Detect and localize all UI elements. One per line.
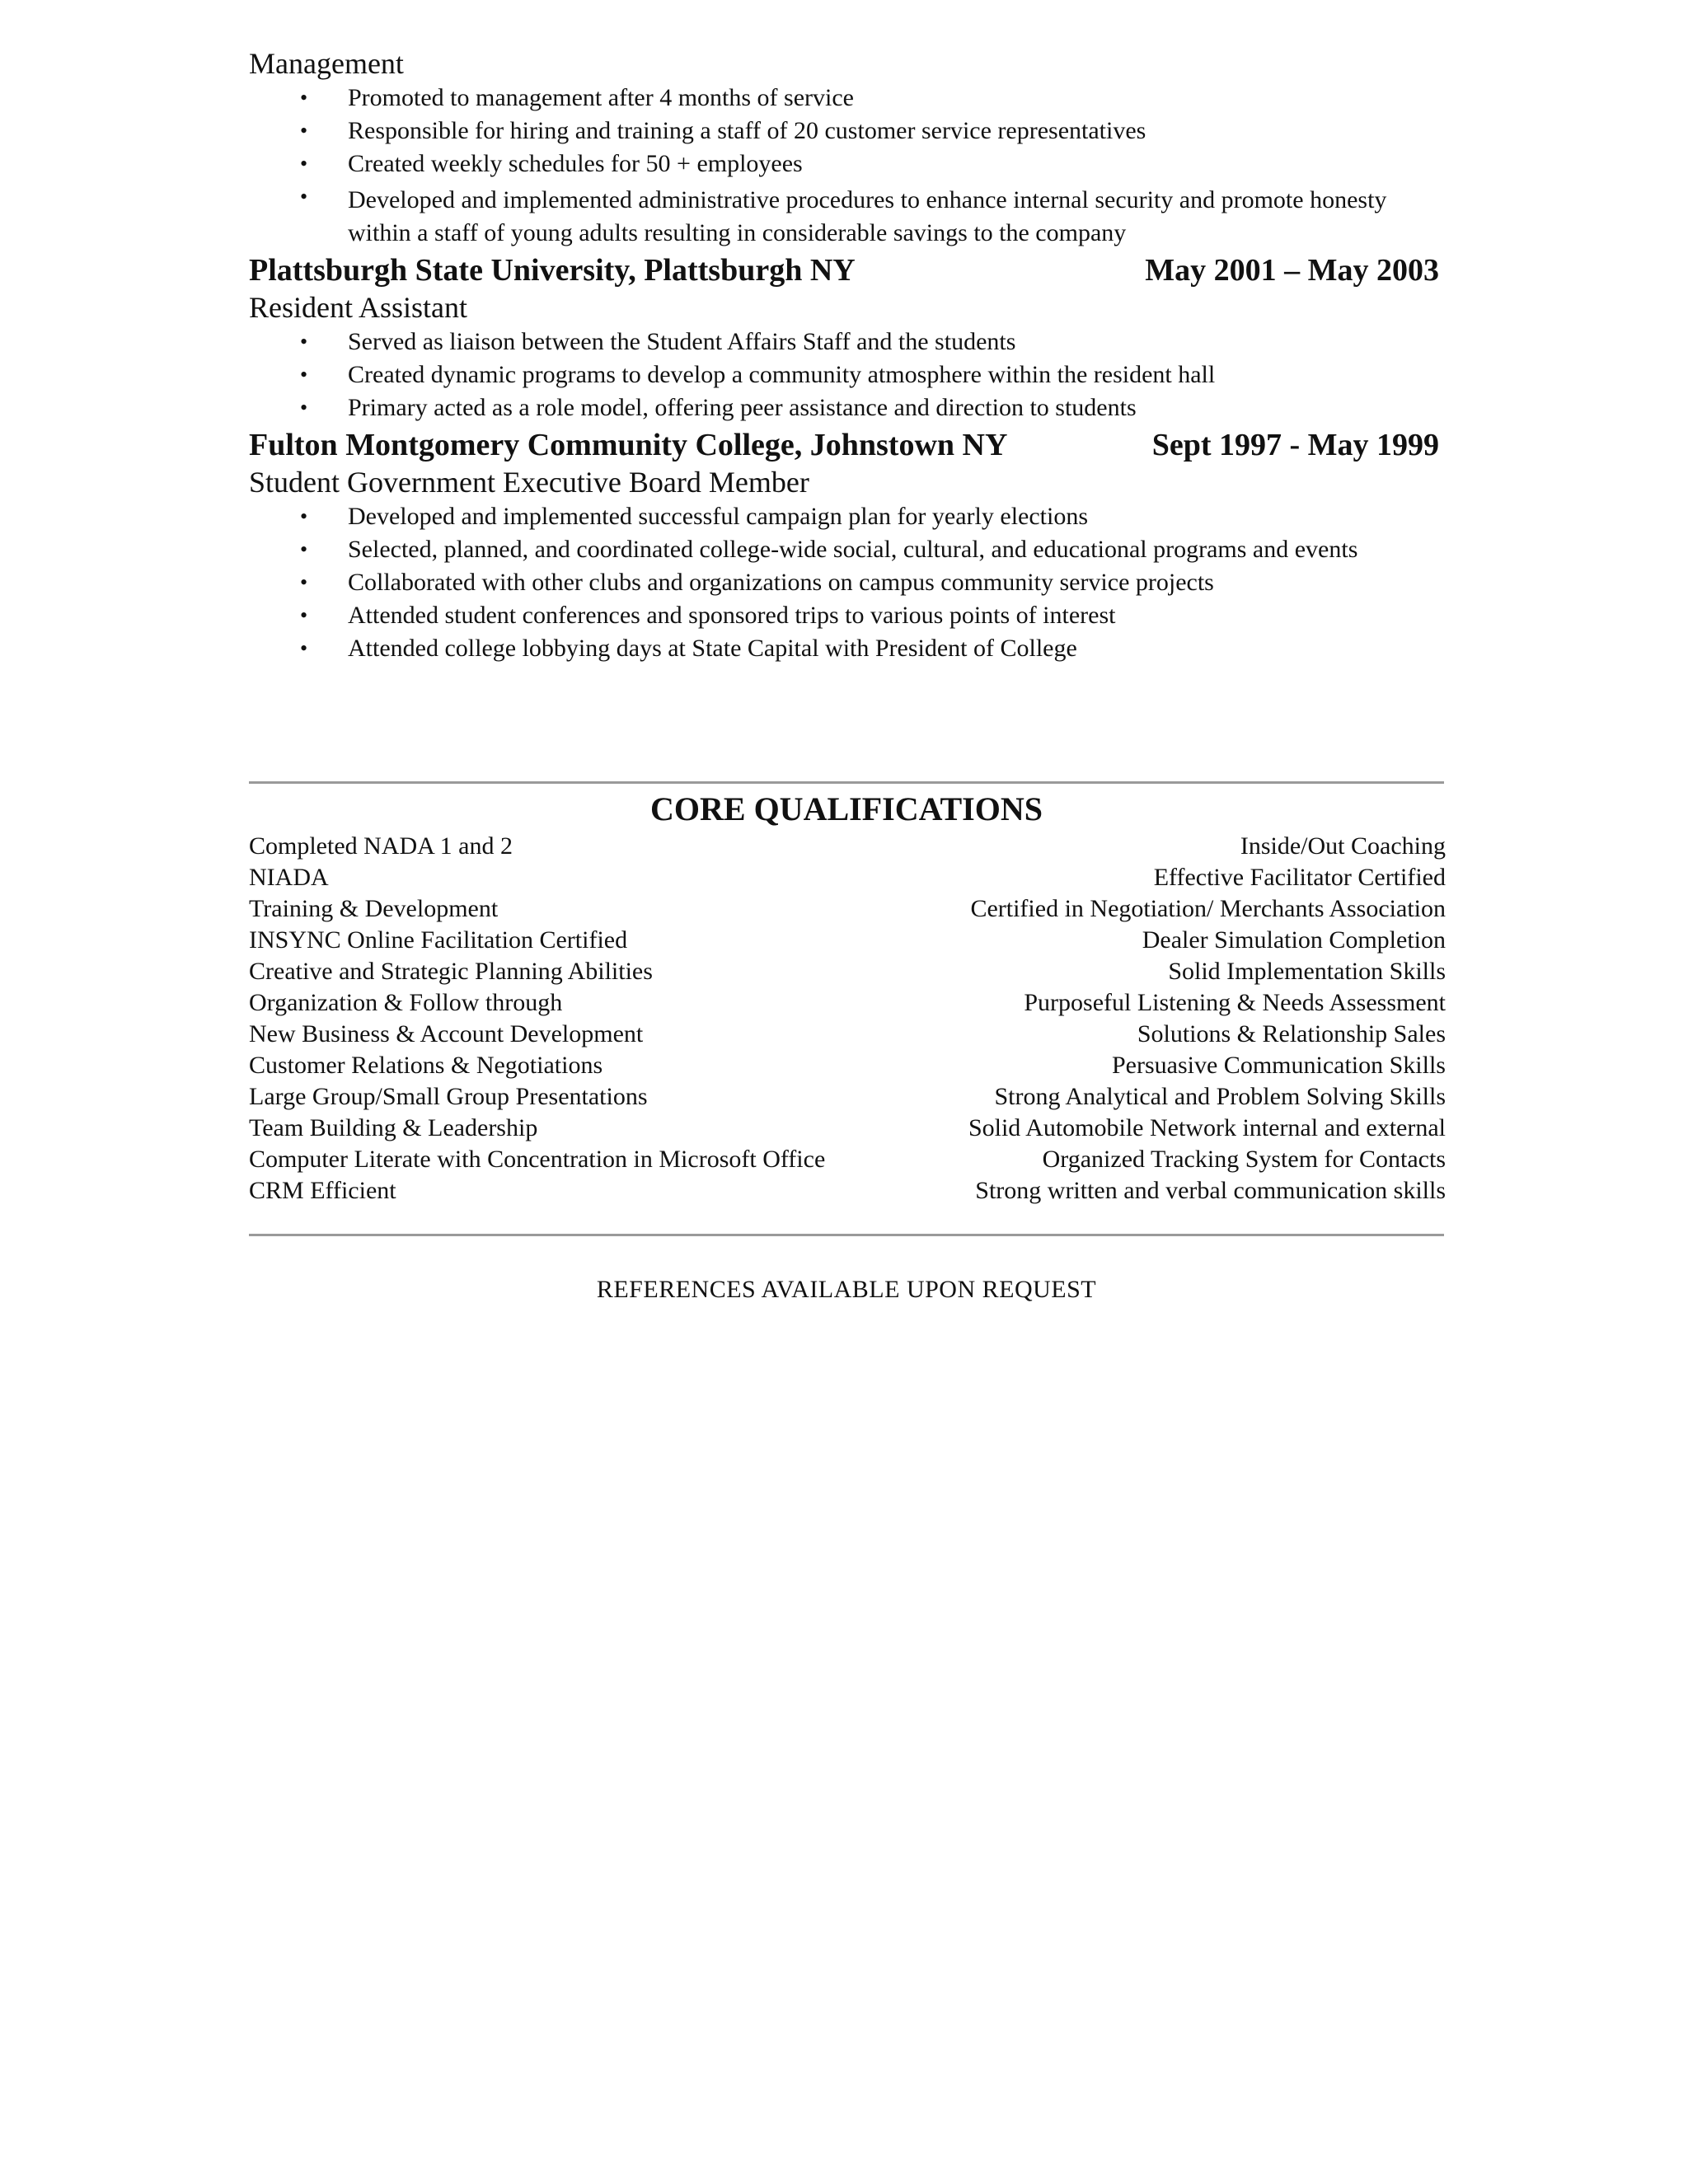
bullet-list — [249, 326, 1442, 424]
qualification-row — [249, 1081, 1446, 1113]
qualification-row — [249, 1050, 1446, 1081]
qualification-row — [249, 987, 1446, 1019]
bullet-icon: • — [300, 363, 308, 387]
qualification-left: Customer Relations & Negotiations — [249, 1052, 603, 1079]
employer-name: Plattsburgh State University, Plattsburgh NY — [249, 253, 856, 288]
bullet-icon: • — [300, 603, 308, 627]
list-item — [249, 326, 1442, 359]
list-item — [249, 500, 1442, 533]
qualification-row — [249, 956, 1446, 987]
qualification-row — [249, 893, 1446, 925]
bullet-icon: • — [300, 330, 308, 354]
bullet-list — [249, 82, 1442, 250]
qualification-left: Team Building & Leadership — [249, 1114, 538, 1141]
bullet-icon: • — [300, 152, 308, 176]
qualification-right: Strong written and verbal communication skills — [975, 1177, 1446, 1204]
bullet-text: Served as liaison between the Student Affairs Staff and the students — [348, 328, 1016, 355]
job-title: Student Government Executive Board Member — [249, 466, 809, 499]
job-title: Resident Assistant — [249, 291, 468, 324]
bullet-icon: • — [300, 185, 308, 209]
bullet-icon: • — [300, 86, 308, 110]
bullet-icon: • — [300, 396, 308, 419]
bullet-text: Primary acted as a role model, offering peer assistance and direction to students — [348, 394, 1137, 421]
bullet-text: Selected, planned, and coordinated college-wide social, cultural, and educational programs and events — [348, 536, 1358, 563]
qualification-right: Persuasive Communication Skills — [1112, 1052, 1446, 1079]
qualification-row — [249, 1144, 1446, 1175]
bullet-icon: • — [300, 570, 308, 594]
qualification-row — [249, 1113, 1446, 1144]
bullet-text: Developed and implemented administrative procedures to enhance internal security and promote honesty within a staff of young adults resulting in considerable savings to the company — [348, 186, 1387, 246]
qualifications-table — [249, 831, 1446, 1207]
list-item — [249, 566, 1442, 599]
bullet-text: Collaborated with other clubs and organizations on campus community service projects — [348, 569, 1214, 596]
qualification-left: INSYNC Online Facilitation Certified — [249, 926, 628, 954]
employment-dates: May 2001 – May 2003 — [1145, 253, 1439, 288]
qualification-right: Dealer Simulation Completion — [1142, 926, 1446, 954]
qualification-row — [249, 1019, 1446, 1050]
bullet-list — [249, 500, 1442, 665]
qualification-right: Inside/Out Coaching — [1240, 832, 1446, 860]
list-item — [249, 632, 1442, 665]
bullet-text: Created weekly schedules for 50 + employees — [348, 150, 803, 177]
qualification-left: Training & Development — [249, 895, 499, 922]
qualification-left: NIADA — [249, 864, 329, 891]
job-title: Management — [249, 47, 404, 80]
qualification-right: Organized Tracking System for Contacts — [1042, 1146, 1446, 1173]
employer-name: Fulton Montgomery Community College, Johnstown NY — [249, 428, 1008, 462]
qualification-right: Solid Implementation Skills — [1168, 958, 1446, 985]
qualification-left: New Business & Account Development — [249, 1020, 644, 1047]
qualification-row — [249, 831, 1446, 862]
bullet-icon: • — [300, 636, 308, 660]
qualification-left: Organization & Follow through — [249, 989, 563, 1016]
qualification-row — [249, 862, 1446, 893]
qualification-left: Large Group/Small Group Presentations — [249, 1083, 648, 1110]
employment-dates: Sept 1997 - May 1999 — [1151, 428, 1439, 462]
qualification-left: Completed NADA 1 and 2 — [249, 832, 513, 860]
list-item — [249, 180, 1442, 250]
bullet-text: Promoted to management after 4 months of service — [348, 84, 854, 111]
bottom-divider — [249, 1234, 1444, 1236]
list-item — [249, 148, 1442, 180]
qualification-left: CRM Efficient — [249, 1177, 396, 1204]
bullet-icon: • — [300, 537, 308, 561]
qualification-right: Solutions & Relationship Sales — [1137, 1020, 1446, 1047]
qualification-row — [249, 925, 1446, 956]
list-item — [249, 115, 1442, 148]
bullet-text: Attended student conferences and sponsored trips to various points of interest — [348, 602, 1116, 629]
qualification-right: Strong Analytical and Problem Solving Skills — [994, 1083, 1446, 1110]
bullet-text: Responsible for hiring and training a staff of 20 customer service representatives — [348, 117, 1146, 144]
qualification-right: Certified in Negotiation/ Merchants Association — [970, 895, 1446, 922]
bullet-text: Created dynamic programs to develop a community atmosphere within the resident hall — [348, 361, 1216, 388]
references-note: REFERENCES AVAILABLE UPON REQUEST — [596, 1276, 1097, 1303]
qualification-right: Purposeful Listening & Needs Assessment — [1024, 989, 1446, 1016]
list-item — [249, 82, 1442, 115]
list-item — [249, 599, 1442, 632]
qualification-row — [249, 1175, 1446, 1207]
qualification-right: Solid Automobile Network internal and external — [968, 1114, 1446, 1141]
core-qualifications-title: CORE QUALIFICATIONS — [650, 790, 1043, 827]
bullet-text: Developed and implemented successful campaign plan for yearly elections — [348, 503, 1089, 530]
bullet-text: Attended college lobbying days at State Capital with President of College — [348, 635, 1077, 662]
employer-heading — [249, 251, 1442, 289]
list-item — [249, 391, 1442, 424]
bullet-icon: • — [300, 504, 308, 528]
employer-heading — [249, 426, 1442, 464]
qualification-left: Computer Literate with Concentration in Microsoft Office — [249, 1146, 826, 1173]
top-divider — [249, 781, 1444, 784]
qualification-left: Creative and Strategic Planning Abilities — [249, 958, 653, 985]
list-item — [249, 359, 1442, 391]
bullet-icon: • — [300, 119, 308, 143]
list-item — [249, 533, 1442, 566]
qualification-right: Effective Facilitator Certified — [1153, 864, 1446, 891]
experience-section — [249, 45, 1442, 665]
